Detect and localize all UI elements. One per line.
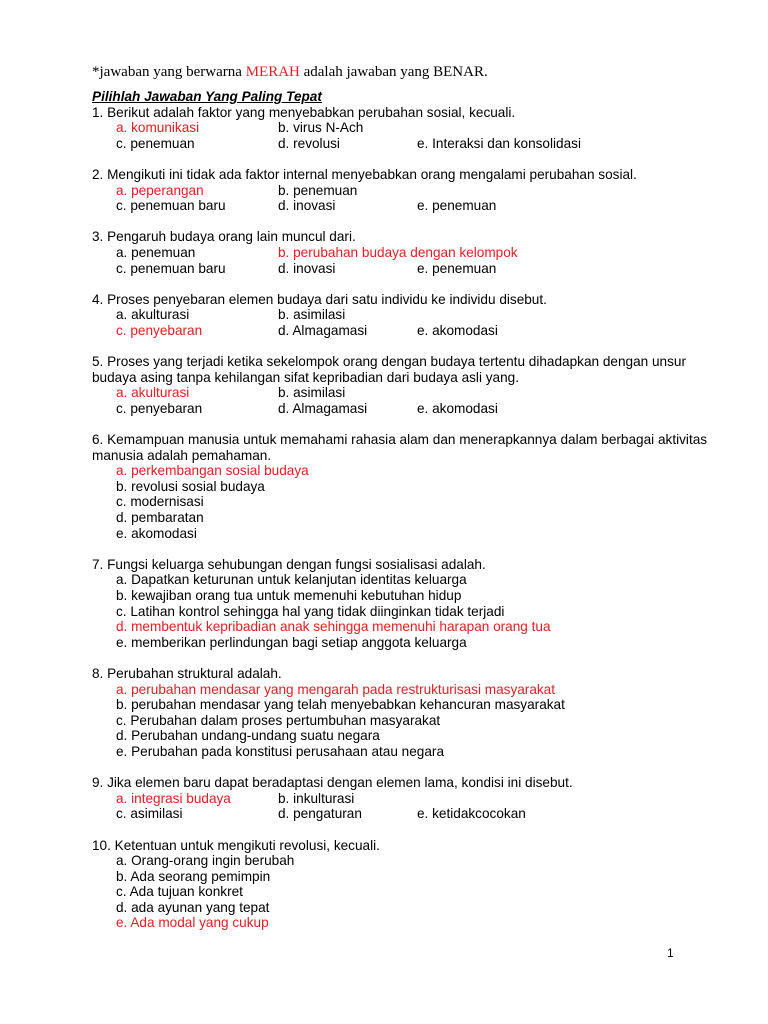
quiz-content [92,89,712,947]
option-d: d. Almagamasi [278,400,368,416]
option-d: d. ada ayunan yang tepat [116,899,270,915]
question-text: 4. Proses penyebaran elemen budaya dari satu individu ke individu disebut. [92,291,547,307]
question-1 [92,105,712,152]
option-c: c. asimilasi [116,806,183,822]
option-c: c. penyebaran [116,400,203,416]
option-a: a. peperangan [116,182,204,198]
question-text: 10. Ketentuan untuk mengikuti revolusi, kecuali. [92,837,380,853]
option-c: c. modernisasi [116,494,204,510]
question-8 [92,666,712,760]
option-e: e. akomodasi [116,525,197,541]
question-5 [92,354,712,416]
option-a: a. akulturasi [116,385,190,401]
option-d: d. Almagamasi [278,322,368,338]
option-d: d. Perubahan undang-undang suatu negara [116,728,380,744]
option-d: d. inovasi [278,260,336,276]
note-prefix: *jawaban yang berwarna [92,64,246,80]
option-e: e. akomodasi [417,322,498,338]
option-a: a. integrasi budaya [116,790,231,806]
option-b: b. perubahan mendasar yang telah menyebabkan kehancuran masyarakat [116,697,565,713]
option-a: a. penemuan [116,244,196,260]
question-9 [92,775,712,822]
option-a: a. perkembangan sosial budaya [116,463,309,479]
question-3 [92,229,712,276]
option-d: d. inovasi [278,198,336,214]
option-c: c. penemuan baru [116,198,226,214]
option-b: b. asimilasi [278,385,346,401]
option-c: c. penemuan [116,135,195,151]
section-title: Pilihlah Jawaban Yang Paling Tepat [92,89,322,104]
page-number: 1 [667,946,674,960]
option-a: a. akulturasi [116,307,190,323]
question-text: 6. Kemampuan manusia untuk memahami rahasia alam dan menerapkannya dalam berbagai aktivitas manusia adalah pemahaman. [92,432,708,463]
option-b: b. revolusi sosial budaya [116,478,265,494]
option-c: c. penyebaran [116,322,203,338]
question-text: 2. Mengikuti ini tidak ada faktor internal menyebabkan orang mengalami perubahan sosial. [92,166,637,182]
option-b: b. perubahan budaya dengan kelompok [278,244,518,260]
question-6 [92,432,712,541]
option-d: d. pembaratan [116,510,204,526]
option-e: e. akomodasi [417,400,498,416]
option-a: a. perubahan mendasar yang mengarah pada restrukturisasi masyarakat [116,681,556,697]
question-text: 8. Perubahan struktural adalah. [92,665,282,681]
answer-key-note [92,64,488,81]
option-e: e. Interaksi dan konsolidasi [417,135,581,151]
question-text: 7. Fungsi keluarga sehubungan dengan fungsi sosialisasi adalah. [92,556,486,572]
option-b: b. penemuan [278,182,358,198]
question-10 [92,838,712,932]
option-e: e. Perubahan pada konstitusi perusahaan atau negara [116,743,445,759]
question-2 [92,167,712,214]
question-text: 1. Berikut adalah faktor yang menyebabkan perubahan sosial, kecuali. [92,104,516,120]
option-c: c. Latihan kontrol sehingga hal yang tidak diinginkan tidak terjadi [116,603,505,619]
option-c: c. Ada tujuan konkret [116,884,243,900]
question-7 [92,557,712,651]
note-highlight: MERAH [245,64,300,80]
option-b: b. kewajiban orang tua untuk memenuhi kebutuhan hidup [116,588,462,603]
option-b: b. virus N-Ach [278,120,364,136]
option-b: b. Ada seorang pemimpin [116,868,271,884]
option-d: d. pengaturan [278,806,362,822]
question-text: 3. Pengaruh budaya orang lain muncul dari. [92,229,356,245]
option-a: a. komunikasi [116,120,200,136]
option-e: e. Ada modal yang cukup [116,915,269,931]
option-e: e. ketidakcocokan [417,806,526,822]
option-c: c. Perubahan dalam proses pertumbuhan masyarakat [116,712,441,728]
option-d: d. membentuk kepribadian anak sehingga memenuhi harapan orang tua [116,619,551,635]
question-text: 9. Jika elemen baru dapat beradaptasi dengan elemen lama, kondisi ini disebut. [92,775,573,791]
option-a: a. Orang-orang ingin berubah [116,853,295,869]
option-e: e. memberikan perlindungan bagi setiap anggota keluarga [116,634,467,650]
question-text: 5. Proses yang terjadi ketika sekelompok orang dengan budaya tertentu dihadapkan dengan unsur budaya asing tanpa kehilangan sifat kepribadian dari budaya asli yang. [92,354,687,385]
option-b: b. asimilasi [278,307,346,323]
option-b: b. inkulturasi [278,790,355,806]
option-c: c. penemuan baru [116,260,226,276]
option-d: d. revolusi [278,135,340,151]
note-suffix: adalah jawaban yang BENAR. [299,64,488,80]
option-a: a. Dapatkan keturunan untuk kelanjutan identitas keluarga [116,572,467,588]
option-e: e. penemuan [417,198,497,214]
option-e: e. penemuan [417,260,497,276]
question-4 [92,292,712,339]
